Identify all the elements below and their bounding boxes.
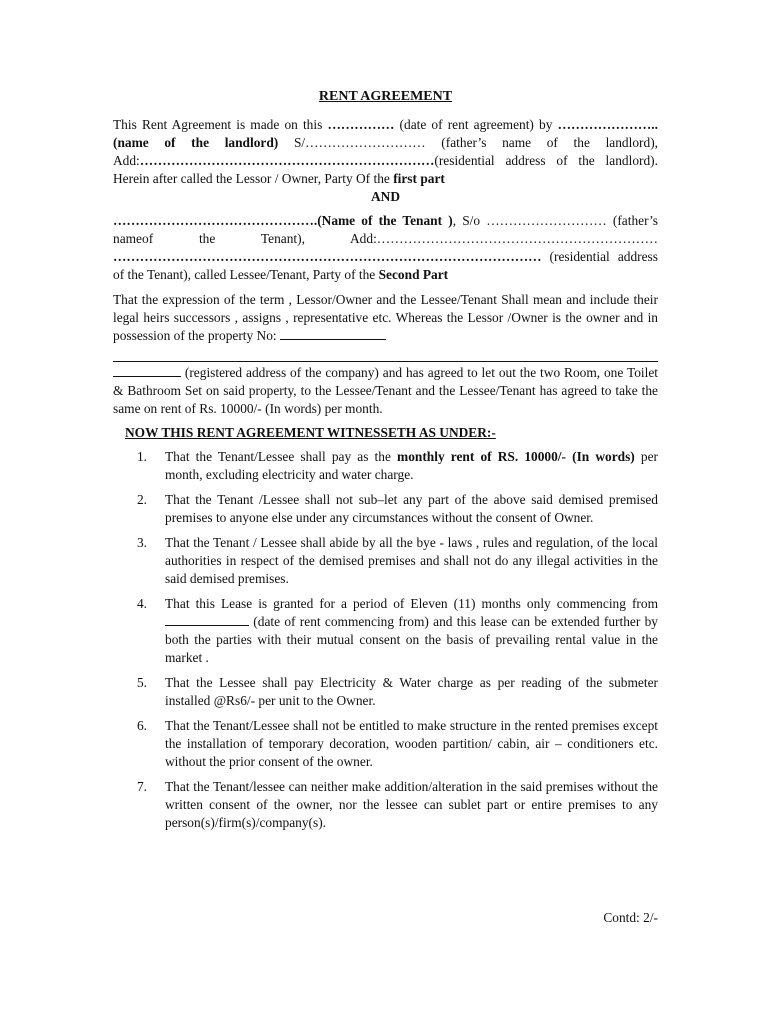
clause-item [113, 534, 658, 588]
landlord-name-blank: ………………….. (name of the landlord) [113, 117, 658, 150]
clause-number: 5. [136, 675, 147, 690]
intro-text: S/……………………… (father’s name of the landlord), Add: [113, 135, 658, 168]
intro-text: This Rent Agreement is made on this [113, 117, 328, 132]
clause-number: 1. [136, 449, 147, 464]
clause-item [113, 778, 658, 832]
registered-paragraph [113, 364, 658, 418]
landlord-address-blank: ………………………………………………………… [139, 153, 435, 168]
and-label: AND [370, 189, 400, 204]
tenant-text: , S/o ……………………… (father’s nameof the Tenant), Add:……………………………………………………… [113, 213, 658, 246]
clause-item [113, 717, 658, 771]
clause-number: 4. [136, 596, 147, 611]
clause-item [113, 595, 658, 667]
registered-text: (registered address of the company) and has agreed to let out the two Room, one Toilet & Bathroom Set on said property, to the Lessee/Tenant and the Lessee/Tenant has agreed to take the same on rent of Rs. 10000/- (In words) per month. [113, 365, 658, 416]
registered-address-blank [113, 364, 181, 377]
clause-number: 6. [136, 718, 147, 733]
clause-text: That the Tenant/lessee can neither make addition/alteration in the said premises without the written consent of the owner, nor the lessee can sublet part or entire premises to any person(s)/firm(s)/company(s). [165, 779, 658, 830]
second-part-label: Second Part [378, 267, 449, 282]
clause-text: That the Tenant /Lessee shall not sub–let any part of the above said demised premised premises to anyone else under any circumstances without the consent of Owner. [165, 492, 658, 525]
tenant-text: (residential address of the Tenant), called Lessee/Tenant, Party of the [113, 249, 658, 282]
tenant-name-blank: ……………………………………….(Name of the Tenant ) [113, 213, 453, 228]
clause-text: That the Tenant/Lessee shall not be entitled to make structure in the rented premises except the installation of temporary decoration, wooden partition/ cabin, air – conditioners etc. without the prior consent of the owner. [165, 718, 658, 769]
clause-number: 7. [136, 779, 147, 794]
expression-paragraph [113, 291, 658, 345]
date-blank: …………… [327, 117, 395, 132]
property-address-line [113, 345, 658, 362]
clause-list [113, 448, 658, 832]
continued-note: Contd: 2/- [603, 910, 658, 925]
property-number-blank [280, 327, 386, 340]
tenant-paragraph [113, 212, 658, 284]
document-title: RENT AGREEMENT [318, 89, 453, 104]
clause-item [113, 674, 658, 710]
first-part-label: first part [393, 171, 445, 186]
clause-item [113, 491, 658, 527]
commencement-date-blank [165, 613, 249, 626]
clause-text: That the Lessee shall pay Electricity & Water charge as per reading of the submeter installed @Rs6/- per unit to the Owner. [165, 675, 658, 708]
clause-item [113, 448, 658, 484]
clause-text: That this Lease is granted for a period of Eleven (11) months only commencing from (date of rent commencing from) and this lease can be extended further by both the parties with their mutual consent on the basis of prevailing rental value in the market . [165, 596, 658, 665]
intro-paragraph [113, 116, 658, 188]
intro-text: (residential address of the landlord). Herein after called the Lessor / Owner, Party Of the [113, 153, 658, 186]
clause-number: 2. [136, 492, 147, 507]
intro-text: (date of rent agreement) by [394, 117, 558, 132]
expression-text: That the expression of the term , Lessor/Owner and the Lessee/Tenant Shall mean and include their legal heirs successors , assigns , representative etc. Whereas the Lessor /Owner is the owner and in possession of the property No: [113, 292, 658, 343]
clause-number: 3. [136, 535, 147, 550]
witness-heading: NOW THIS RENT AGREEMENT WITNESSETH AS UNDER:- [125, 425, 496, 440]
clause-text: That the Tenant / Lessee shall abide by all the bye - laws , rules and regulation, of the local authorities in respect of the demised premises and shall not do any illegal activities in the said demised premises. [165, 535, 658, 586]
clause-text: That the Tenant/Lessee shall pay as the monthly rent of RS. 10000/- (In words) per month, excluding electricity and water charge. [165, 449, 659, 482]
tenant-address-blank: …………………………………………………………………………………… [113, 249, 542, 264]
